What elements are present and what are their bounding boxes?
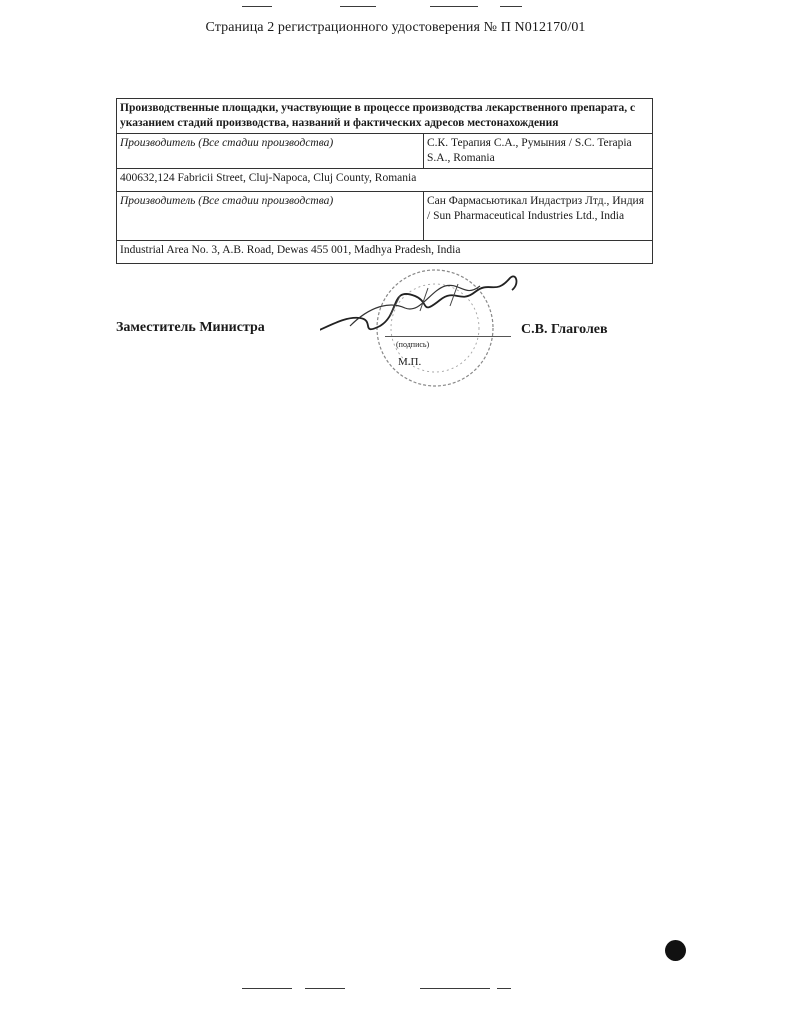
official-stamp-seal <box>320 256 550 396</box>
scan-mark <box>340 6 376 7</box>
table-heading: Производственные площадки, участвующие в процессе производства лекарственного препарата, с указанием стадий производства, названий и фактических адресов местонахождения <box>117 99 653 134</box>
manufacturing-sites-table <box>116 98 653 264</box>
scan-mark <box>242 988 292 989</box>
table-row <box>117 134 653 169</box>
manufacturer-role: Производитель (Все стадии производства) <box>117 134 424 169</box>
scan-mark <box>305 988 345 989</box>
signatory-name: С.В. Глаголев <box>521 322 608 337</box>
page-header: Страница 2 регистрационного удостоверения № П N012170/01 <box>205 20 586 35</box>
scan-mark <box>497 988 511 989</box>
signature-line <box>385 336 511 337</box>
table-row <box>117 192 653 241</box>
manufacturer-role: Производитель (Все стадии производства) <box>117 192 424 241</box>
scan-mark <box>500 6 522 7</box>
seal-label: М.П. <box>398 356 422 368</box>
scan-mark <box>420 988 490 989</box>
manufacturer-company: С.К. Терапия С.А., Румыния / S.C. Terapia S.A., Romania <box>424 134 653 169</box>
manufacturer-address: 400632,124 Fabricii Street, Cluj-Napoca, Cluj County, Romania <box>117 169 653 192</box>
manufacturer-address: Industrial Area No. 3, A.B. Road, Dewas 455 001, Madhya Pradesh, India <box>117 241 653 264</box>
scan-mark <box>430 6 478 7</box>
signature-caption: (подпись) <box>396 340 430 349</box>
signatory-position: Заместитель Министра <box>116 320 265 335</box>
table-row <box>117 169 653 192</box>
scan-mark <box>242 6 272 7</box>
punch-hole-mark <box>665 940 686 961</box>
table-heading-row <box>117 99 653 134</box>
manufacturer-company: Сан Фармасьютикал Индастриз Лтд., Индия / Sun Pharmaceutical Industries Ltd., India <box>424 192 653 241</box>
